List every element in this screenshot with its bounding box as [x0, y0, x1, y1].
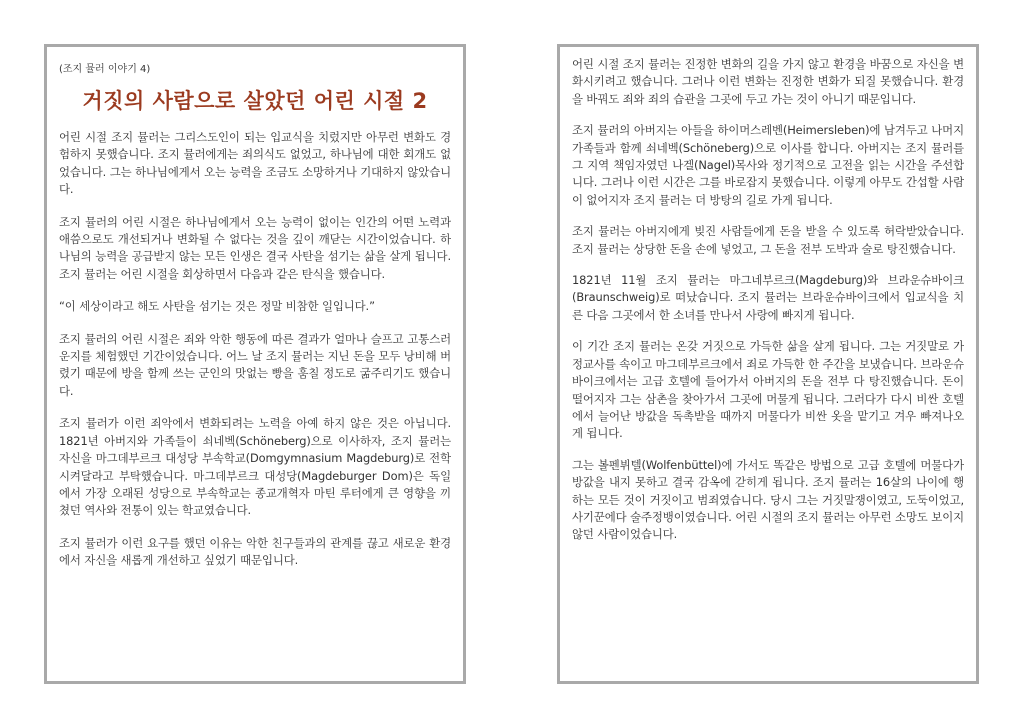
paragraph: 조지 뮬러의 어린 시절은 죄와 악한 행동에 따른 결과가 얼마나 슬프고 고통스러운지를 체험했던 기간이었습니다. 어느 날 조지 뮬러는 지닌 돈을 모두 낭비해 버렸기 때문에 방을 함께 쓰는 군인의 맛없는 빵을 훔칠 정도로 굶주리기도 했습니다. — [59, 331, 451, 398]
series-subtitle: (조지 뮬러 이야기 4) — [59, 64, 151, 75]
right-page-content — [572, 56, 964, 675]
paragraph: 조지 뮬러의 어린 시절은 하나님에게서 오는 능력이 없이는 인간의 어떤 노력과 애씀으로도 개선되거나 변화될 수 없다는 것을 깊이 깨닫는 시간이었습니다. 하나님의 능력을 공급받지 않는 모든 인생은 결국 사탄을 섬기는 삶을 살게 됩니다. 조지 뮬러는 어린 시절을 회상하면서 다음과 같은 탄식을 했습니다. — [59, 214, 451, 281]
paragraph: 조지 뮬러가 이런 죄악에서 변화되려는 노력을 아예 하지 않은 것은 아닙니다. 1821년 아버지와 가족들이 쇠네벡(Schöneberg)으로 이사하자, 조지 뮬러는 자신을 마그데부르크 대성당 부속학교(Domgymnasium Magdeburg)로 전학시켜달라고 부탁했습니다. 마그데부르크 대성당(Magdeburger Dom)은 독일에서 가장 오래된 성당으로 부속학교는 종교개혁자 마틴 루터에게 큰 영향을 끼쳤던 역사와 전통이 있는 학교였습니다. — [59, 416, 451, 518]
paragraph: 그는 볼펜뷔텔(Wolfenbüttel)에 가서도 똑같은 방법으로 고급 호텔에 머물다가 방값을 내지 못하고 결국 감옥에 갇히게 됩니다. 조지 뮬러는 16살의 나이에 행하는 모든 것이 거짓이고 범죄였습니다. 당시 그는 거짓말쟁이였고, 도둑이었고, 사기꾼에다 술주정뱅이였습니다. 어린 시절의 조지 뮬러는 아무런 소망도 보이지 않던 사람이었습니다. — [572, 457, 964, 542]
paragraph: 1821년 11월 조지 뮬러는 마그네부르크(Magdeburg)와 브라운슈바이크(Braunschweig)로 떠났습니다. 조지 뮬러는 브라운슈바이크에서 입교식을 치른 다음 그곳에서 한 소녀를 만나서 사랑에 빠지게 됩니다. — [572, 273, 964, 322]
left-page — [44, 44, 466, 684]
paragraph: 조지 뮬러의 아버지는 아들을 하이머스레벤(Heimersleben)에 남겨두고 나머지 가족들과 함께 쇠네벡(Schöneberg)으로 이사를 합니다. 아버지는 조지 뮬러를 그 지역 책임자였던 나겔(Nagel)목사와 정기적으로 고전을 읽는 시간을 주선합니다. 그러나 이런 시간은 그를 바로잡지 못했습니다. 이렇게 아무도 간섭할 사람이 없어지자 조지 뮬러는 더 방탕의 길로 가게 됩니다. — [572, 123, 964, 207]
paragraph: 이 기간 조지 뮬러는 온갖 거짓으로 가득한 삶을 살게 됩니다. 그는 거짓말로 가정교사를 속이고 마그데부르크에서 죄로 가득한 한 주간을 보냈습니다. 브라운슈바이크에서는 고급 호텔에 들어가서 아버지의 돈을 전부 다 탕진했습니다. 돈이 떨어지자 그는 삼촌을 찾아가서 그곳에 머물게 됩니다. 그러다가 다시 비싼 호텔에서 늘어난 방값을 독촉받을 때까지 머물다가 비싼 옷을 맡기고 겨우 빠져나오게 됩니다. — [572, 339, 964, 441]
paragraph: 조지 뮬러는 아버지에게 빚진 사람들에게 돈을 받을 수 있도록 허락받았습니다. 조지 뮬러는 상당한 돈을 손에 넣었고, 그 돈을 전부 도박과 술로 탕진했습니다. — [572, 224, 964, 256]
chapter-title: 거짓의 사람으로 살았던 어린 시절 2 — [82, 89, 428, 113]
paragraph: 어린 시절 조지 뮬러는 그리스도인이 되는 입교식을 치렀지만 아무런 변화도 경험하지 못했습니다. 조지 뮬러에게는 죄의식도 없었고, 하나님에 대한 회개도 없었습니다. 그는 하나님에게서 오는 능력을 조금도 소망하거나 기대하지 않았습니다. — [59, 130, 451, 197]
paragraph: 어린 시절 조지 뮬러는 진정한 변화의 길을 가지 않고 환경을 바꿈으로 자신을 변화시키려고 했습니다. 그러나 이런 변화는 진정한 변화가 되질 못했습니다. 환경을 바꿔도 죄와 죄의 습관을 그곳에 두고 가는 것이 아니기 때문입니다. — [572, 57, 964, 106]
right-page — [557, 44, 979, 684]
paragraph: 조지 뮬러가 이런 요구를 했던 이유는 악한 친구들과의 관계를 끊고 새로운 환경에서 자신을 새롭게 개선하고 싶었기 때문입니다. — [59, 535, 451, 568]
left-page-content — [59, 57, 451, 675]
quote-paragraph: “이 세상이라고 해도 사탄을 섬기는 것은 정말 비참한 일입니다.” — [59, 299, 375, 314]
